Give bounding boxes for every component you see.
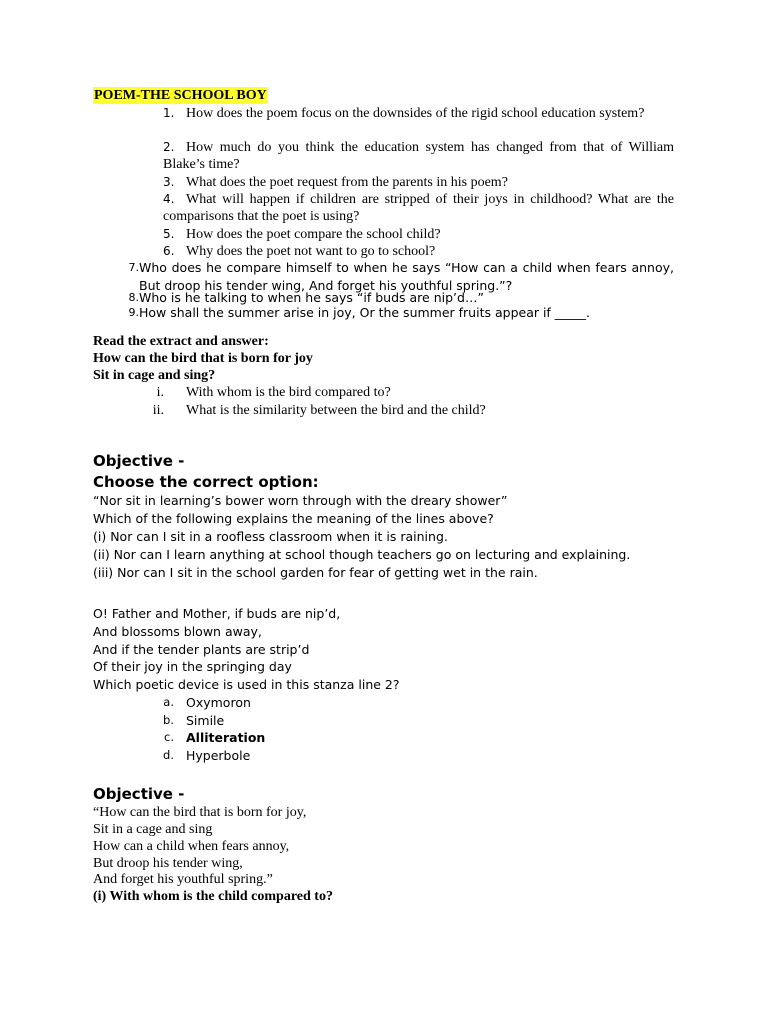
- question-text: Who is he talking to when he says “if buds are nip’d…”: [139, 290, 484, 305]
- poem-line: “How can the bird that is born for joy,: [93, 805, 307, 820]
- choose-option-heading: Choose the correct option:: [93, 473, 319, 491]
- stanza-line: And blossoms blown away,: [93, 624, 262, 639]
- poem-line: But droop his tender wing,: [93, 856, 243, 871]
- poem-line: And forget his youthful spring.”: [93, 872, 273, 887]
- stanza-line: O! Father and Mother, if buds are nip’d,: [93, 606, 341, 621]
- option-text-correct: Alliteration: [186, 730, 266, 745]
- question-9: [115, 304, 674, 322]
- option-letter: a.: [163, 695, 174, 709]
- question-1: [163, 105, 674, 122]
- question-5: [163, 226, 674, 243]
- option-iii: (iii) Nor can I sit in the school garden for fear of getting wet in the rain.: [93, 565, 538, 580]
- option-letter: b.: [163, 713, 174, 727]
- option-text: Hyperbole: [186, 748, 251, 763]
- roman-number: i.: [156, 385, 164, 400]
- option-i: (i) Nor can I sit in a roofless classroom when it is raining.: [93, 529, 448, 544]
- roman-number: ii.: [152, 403, 164, 418]
- question-text: How does the poet compare the school child?: [186, 227, 441, 242]
- stanza-line: And if the tender plants are strip’d: [93, 642, 310, 657]
- option-text: Simile: [186, 713, 225, 728]
- question-4: [163, 191, 674, 225]
- question-text: How does the poem focus on the downsides of the rigid school education system?: [186, 106, 645, 121]
- question-number: 8.: [128, 291, 139, 304]
- objective-heading: Objective -: [93, 452, 185, 470]
- page-title: POEM-THE SCHOOL BOY: [94, 88, 267, 103]
- quote-line: “Nor sit in learning’s bower worn through with the dreary shower”: [93, 493, 508, 508]
- option-letter: c.: [164, 730, 174, 744]
- option-text: Oxymoron: [186, 695, 251, 710]
- question-number: 2.: [163, 140, 175, 154]
- question-text: Who does he compare himself to when he says “How can a child when fears annoy, But droop his tender wing, And forget his youthful spring.”?: [139, 260, 674, 293]
- extract-line: Sit in cage and sing?: [93, 368, 216, 383]
- question-text: How shall the summer arise in joy, Or the summer fruits appear if _____.: [139, 305, 591, 320]
- stanza-line: Of their joy in the springing day: [93, 659, 292, 674]
- extract-question-text: What is the similarity between the bird and the child?: [186, 403, 486, 418]
- poem-line: How can a child when fears annoy,: [93, 839, 290, 854]
- objective-question: Which of the following explains the meaning of the lines above?: [93, 511, 494, 526]
- stanza-question: Which poetic device is used in this stanza line 2?: [93, 677, 400, 692]
- extract-line: How can the bird that is born for joy: [93, 351, 313, 366]
- question-6: [163, 243, 674, 260]
- question-number: 5.: [163, 227, 175, 241]
- question-text: How much do you think the education system has changed from that of William Blake’s time?: [163, 140, 674, 172]
- question-2: [163, 139, 674, 173]
- question-number: 7.: [128, 261, 139, 274]
- option-letter: d.: [163, 748, 174, 762]
- extract-question-text: With whom is the bird compared to?: [186, 385, 391, 400]
- poem-line: Sit in a cage and sing: [93, 822, 213, 837]
- question-text: Why does the poet not want to go to school?: [186, 244, 436, 259]
- question-number: 1.: [163, 106, 175, 120]
- question-3: [163, 174, 674, 191]
- question-number: 6.: [163, 244, 175, 258]
- objective-heading: Objective -: [93, 785, 185, 803]
- question-number: 3.: [163, 175, 175, 189]
- question-number: 9.: [128, 306, 139, 319]
- question-text: What does the poet request from the parents in his poem?: [186, 175, 508, 190]
- question-number: 4.: [163, 192, 175, 206]
- objective-question: (i) With whom is the child compared to?: [93, 889, 333, 904]
- extract-heading: Read the extract and answer:: [93, 334, 269, 349]
- option-ii: (ii) Nor can I learn anything at school though teachers go on lecturing and explaining.: [93, 547, 631, 562]
- question-text: What will happen if children are stripped of their joys in childhood? What are the comparisons that the poet is using?: [163, 192, 674, 224]
